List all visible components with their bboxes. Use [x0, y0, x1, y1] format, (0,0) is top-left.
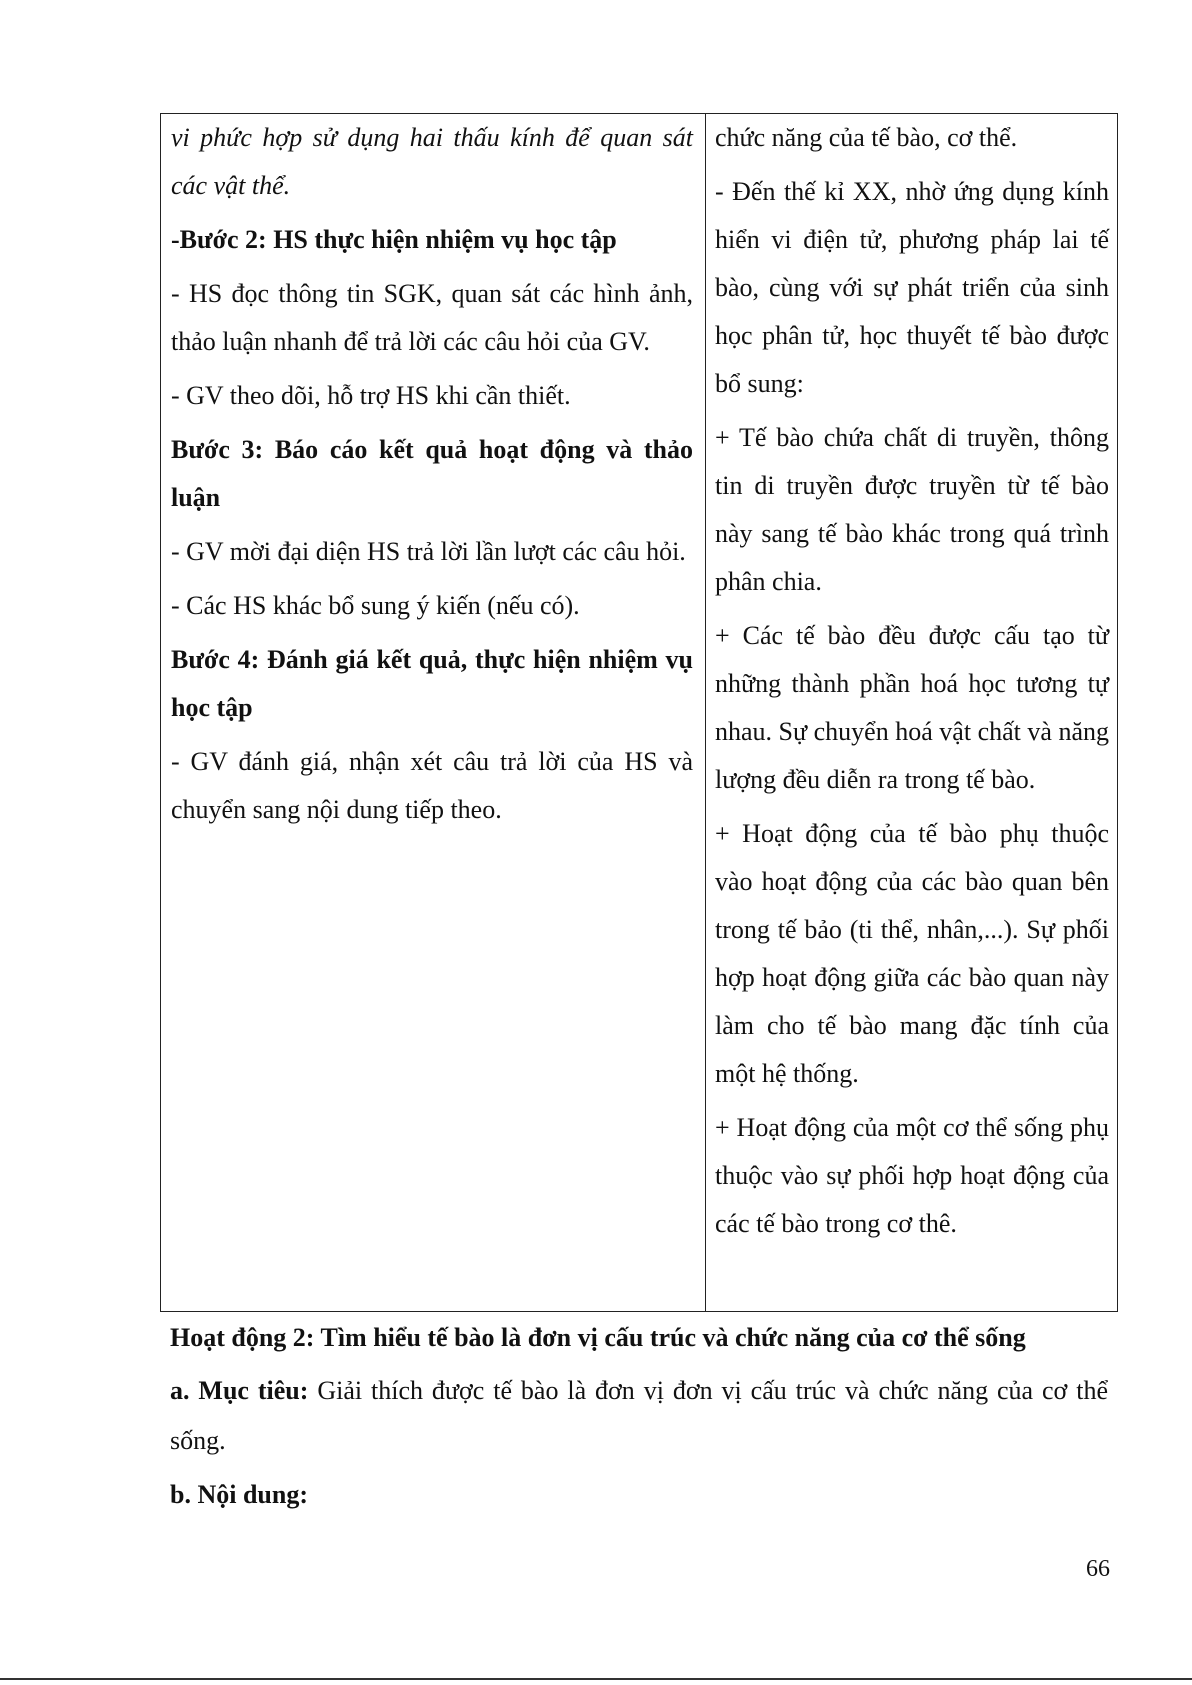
left-para-9: - GV đánh giá, nhận xét câu trả lời của HS và chuyển sang nội dung tiếp theo. — [171, 747, 693, 824]
left-para-4: - GV theo dõi, hỗ trợ HS khi cần thiết. — [171, 381, 571, 410]
step-2-heading: -Bước 2: HS thực hiện nhiệm vụ học tập — [171, 225, 617, 254]
teacher-student-column — [171, 114, 693, 840]
right-para-3: + Tế bào chứa chất di truyền, thông tin di truyền được truyền từ tế bào này sang tế bào khác trong quá trình phân chia. — [715, 423, 1109, 596]
left-para-7: - Các HS khác bổ sung ý kiến (nếu có). — [171, 591, 580, 620]
column-divider — [705, 114, 706, 1311]
objective-label: a. Mục tiêu: — [170, 1376, 309, 1405]
step-4-heading: Bước 4: Đánh giá kết quả, thực hiện nhiệm vụ học tập — [171, 645, 693, 722]
content-label: b. Nội dung: — [170, 1480, 308, 1509]
right-para-6: + Hoạt động của một cơ thể sống phụ thuộc vào sự phối hợp hoạt động của các tế bào trong cơ thê. — [715, 1113, 1109, 1238]
right-para-5: + Hoạt động của tế bào phụ thuộc vào hoạt động của các bào quan bên trong tế bảo (ti thể, nhân,...). Sự phối hợp hoạt động giữa các bào quan này làm cho tế bào mang đặc tính của một hệ thống. — [715, 819, 1109, 1088]
step-3-heading: Bước 3: Báo cáo kết quả hoạt động và thảo luận — [171, 435, 693, 512]
page-bottom-edge — [0, 1678, 1192, 1680]
left-para-3: - HS đọc thông tin SGK, quan sát các hình ảnh, thảo luận nhanh để trả lời các câu hỏi của GV. — [171, 279, 693, 356]
objective-text: Giải thích được tế bào là đơn vị đơn vị cấu trúc và chức năng của cơ thể sống. — [170, 1376, 1108, 1455]
expected-result-column — [715, 114, 1109, 1254]
objective-paragraph — [170, 1366, 1108, 1466]
right-para-4: + Các tế bào đều được cấu tạo từ những thành phần hoá học tương tự nhau. Sự chuyển hoá vật chất và năng lượng đều diễn ra trong tế bào. — [715, 621, 1109, 794]
left-para-1: vi phức hợp sử dụng hai thấu kính để quan sát các vật thể. — [171, 123, 693, 200]
right-para-2: - Đến thế kỉ XX, nhờ ứng dụng kính hiển vi điện tử, phương pháp lai tế bào, cùng với sự phát triển của sinh học phân tử, học thuyết tế bào được bổ sung: — [715, 177, 1109, 398]
right-para-1: chức năng của tế bào, cơ thể. — [715, 123, 1018, 152]
activity-2-heading: Hoạt động 2: Tìm hiểu tế bào là đơn vị cấu trúc và chức năng của cơ thể sống — [170, 1323, 1026, 1352]
page-number: 66 — [1086, 1556, 1110, 1582]
activity-table — [160, 113, 1118, 1312]
left-para-6: - GV mời đại diện HS trả lời lần lượt các câu hỏi. — [171, 537, 686, 566]
